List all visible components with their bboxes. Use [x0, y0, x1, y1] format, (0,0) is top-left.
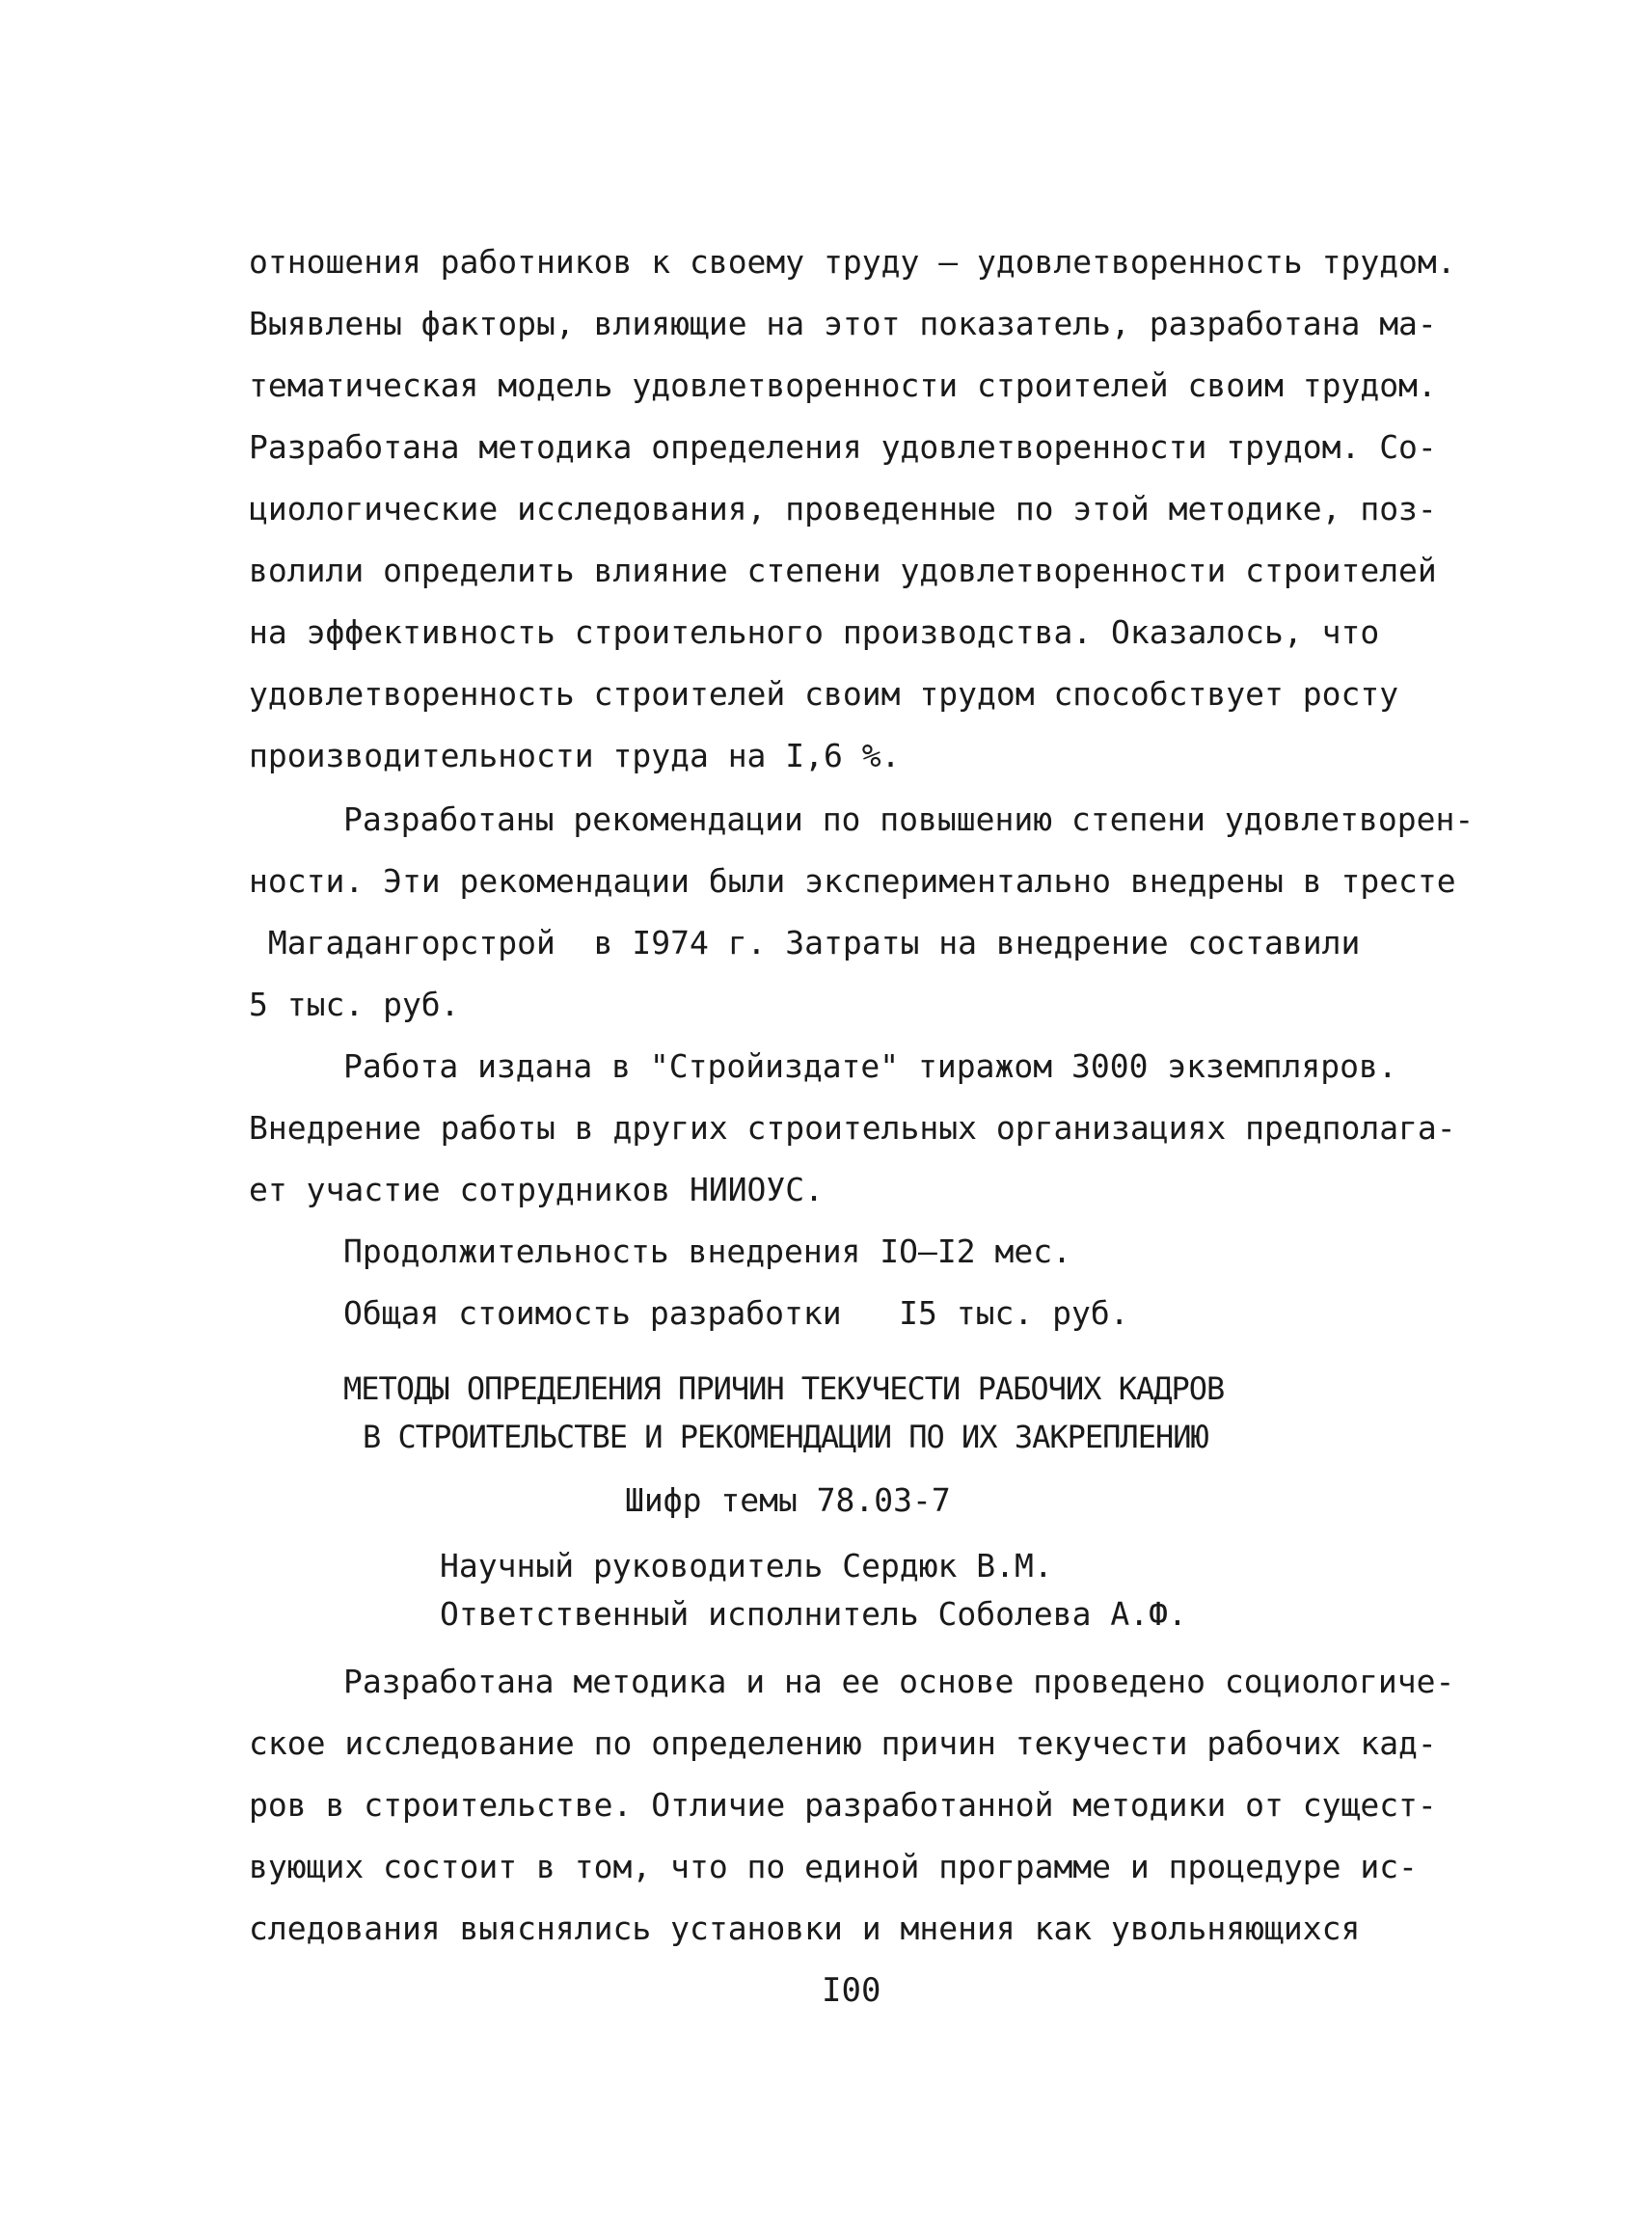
text-line: ности. Эти рекомендации были экспериментально внедрены в тресте [249, 862, 1456, 900]
text-line: Разработана методика и на ее основе проведено социологиче- [343, 1663, 1455, 1700]
text-line: ское исследование по определению причин текучести рабочих кад- [249, 1724, 1437, 1762]
text-line: Магадангорстрой в I974 г. Затраты на внедрение составили [249, 924, 1361, 962]
scientific-supervisor: Научный руководитель Сердюк В.М. [440, 1547, 1053, 1584]
text-line: 5 тыс. руб. [249, 986, 460, 1023]
cost-line: Общая стоимость разработки I5 тыс. руб. [343, 1294, 1129, 1332]
text-line: ров в строительстве. Отличие разработанной методики от сущест- [249, 1786, 1437, 1824]
text-line: ет участие сотрудников НИИОУС. [249, 1171, 825, 1208]
text-line: Внедрение работы в других строительных организациях предполага- [249, 1109, 1456, 1147]
text-line: циологические исследования, проведенные по этой методике, поз- [249, 490, 1437, 528]
text-line: Разработаны рекомендации по повышению степени удовлетворен- [343, 800, 1475, 838]
duration-line: Продолжительность внедрения IО–I2 мес. [343, 1232, 1071, 1270]
text-line: отношения работников к своему труду – удовлетворенность трудом. [249, 243, 1456, 281]
section-title-line: МЕТОДЫ ОПРЕДЕЛЕНИЯ ПРИЧИН ТЕКУЧЕСТИ РАБОЧИХ КАДРОВ [343, 1370, 1225, 1407]
section-title-line: В СТРОИТЕЛЬСТВЕ И РЕКОМЕНДАЦИИ ПО ИХ ЗАКРЕПЛЕНИЮ [363, 1419, 1208, 1455]
text-line: следования выяснялись установки и мнения как увольняющихся [249, 1910, 1361, 1947]
text-line: вующих состоит в том, что по единой программе и процедуре ис- [249, 1848, 1418, 1885]
text-line: тематическая модель удовлетворенности строителей своим трудом. [249, 366, 1437, 404]
text-line: Выявлены факторы, влияющие на этот показатель, разработана ма- [249, 305, 1437, 342]
text-line: производительности труда на I,6 %. [249, 737, 901, 774]
text-line: удовлетворенность строителей своим трудом способствует росту [249, 675, 1399, 713]
topic-code: Шифр темы 78.03-7 [625, 1481, 951, 1519]
responsible-executor: Ответственный исполнитель Соболева А.Ф. [440, 1595, 1187, 1633]
page-number: I00 [822, 1971, 881, 2010]
text-line: на эффективность строительного производства. Оказалось, что [249, 613, 1380, 651]
text-line: Разработана методика определения удовлетворенности трудом. Со- [249, 428, 1437, 466]
text-line: Работа издана в "Стройиздате" тиражом 3000 экземпляров. [343, 1047, 1397, 1085]
text-line: волили определить влияние степени удовлетворенности строителей [249, 552, 1437, 589]
